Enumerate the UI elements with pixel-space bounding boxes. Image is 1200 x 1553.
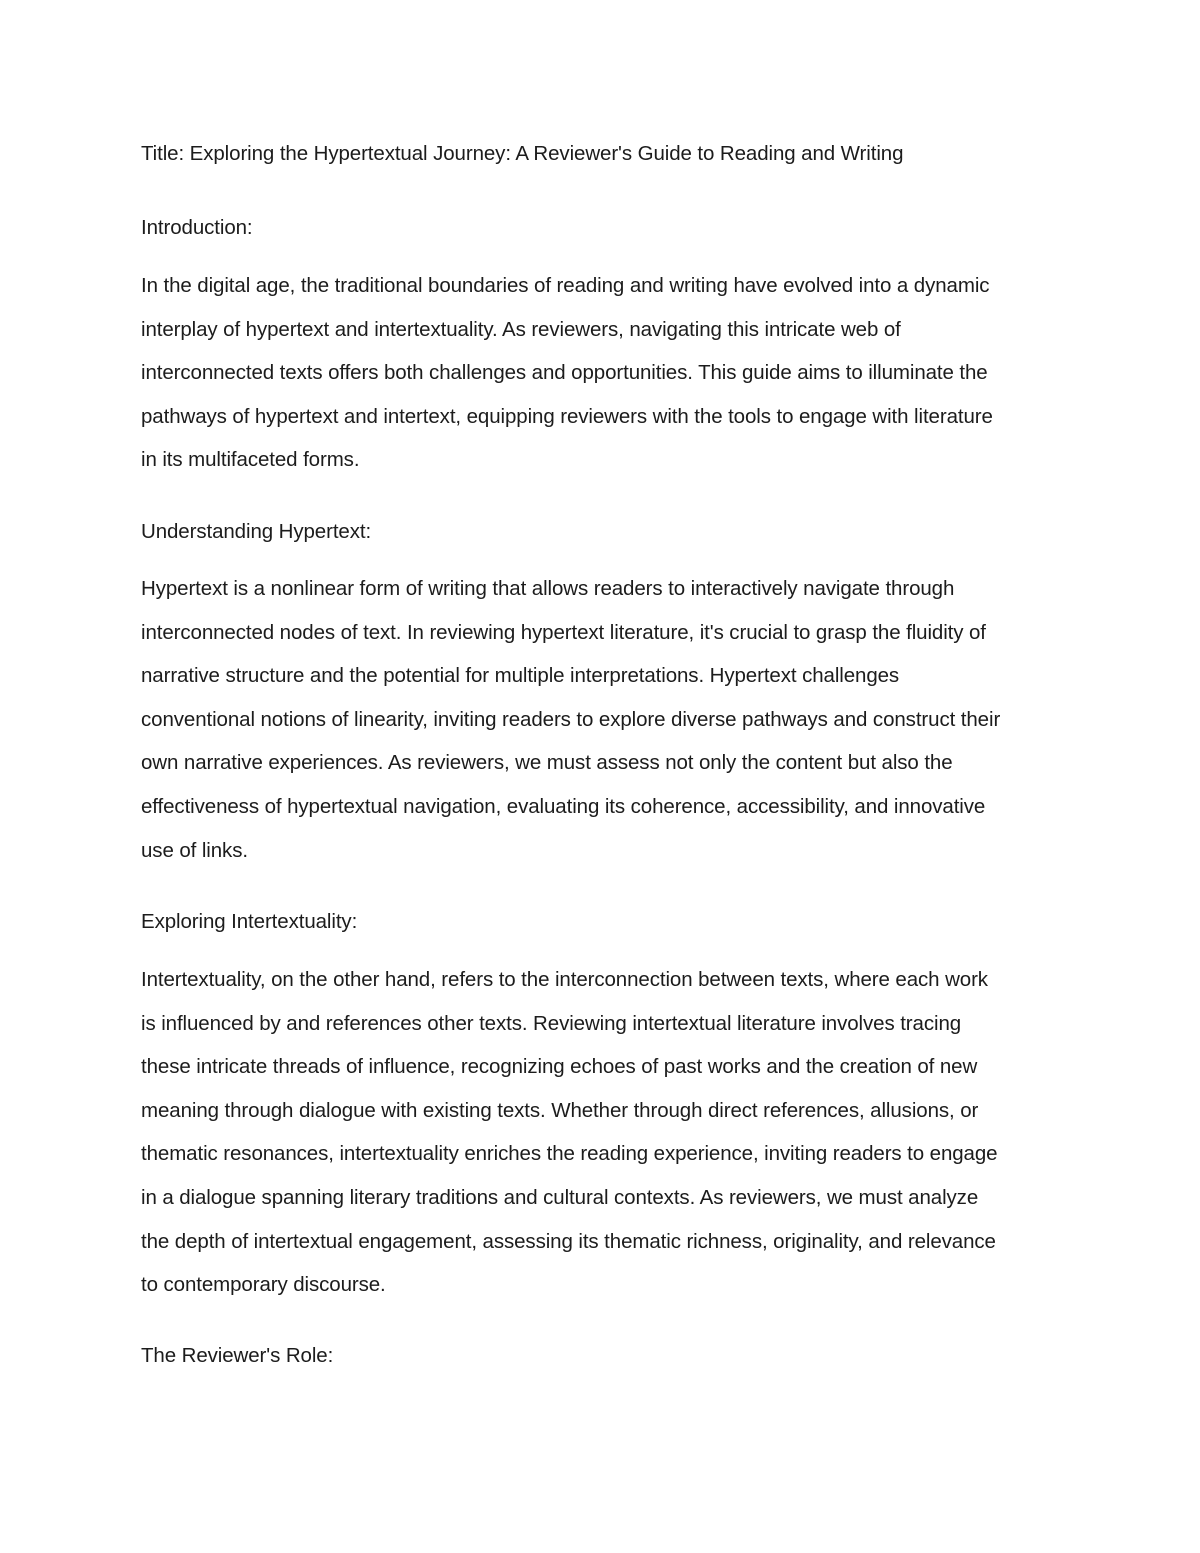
paragraph-line: effectiveness of hypertextual navigation, evaluating its coherence, accessibility, and innovative: [141, 794, 986, 818]
paragraph-line: these intricate threads of influence, recognizing echoes of past works and the creation of new: [141, 1055, 978, 1079]
paragraph-line: narrative structure and the potential for multiple interpretations. Hypertext challenges: [141, 664, 900, 688]
section-heading-exploring-intertextuality: Exploring Intertextuality:: [141, 910, 358, 933]
section-heading-reviewers-role: The Reviewer's Role:: [141, 1344, 334, 1367]
section-heading-introduction: Introduction:: [141, 216, 253, 239]
paragraph-line: use of links.: [141, 838, 248, 862]
document-title: Title: Exploring the Hypertextual Journey: A Reviewer's Guide to Reading and Writing: [141, 142, 904, 165]
paragraph-line: in a dialogue spanning literary traditions and cultural contexts. As reviewers, we must analyze: [141, 1185, 979, 1209]
paragraph-line: in its multifaceted forms.: [141, 448, 360, 472]
paragraph-introduction: [141, 272, 1066, 490]
paragraph-line: Intertextuality, on the other hand, refers to the interconnection between texts, where each work: [141, 968, 988, 991]
paragraph-line: thematic resonances, intertextuality enriches the reading experience, inviting readers to engage: [141, 1142, 998, 1166]
paragraph-line: In the digital age, the traditional boundaries of reading and writing have evolved into a dynamic: [141, 274, 990, 297]
paragraph-line: interplay of hypertext and intertextuality. As reviewers, navigating this intricate web of: [141, 317, 901, 341]
paragraph-line: is influenced by and references other texts. Reviewing intertextual literature involves tracing: [141, 1011, 962, 1035]
paragraph-line: interconnected nodes of text. In reviewing hypertext literature, it's crucial to grasp the fluidity of: [141, 620, 986, 644]
paragraph-understanding-hypertext: [141, 575, 1066, 880]
paragraph-exploring-intertextuality: [141, 966, 1066, 1315]
paragraph-line: conventional notions of linearity, inviting readers to explore diverse pathways and construct their: [141, 707, 1001, 731]
section-heading-understanding-hypertext: Understanding Hypertext:: [141, 520, 372, 543]
paragraph-line: pathways of hypertext and intertext, equipping reviewers with the tools to engage with literature: [141, 404, 993, 428]
paragraph-line: meaning through dialogue with existing texts. Whether through direct references, allusions, or: [141, 1098, 979, 1122]
paragraph-line: to contemporary discourse.: [141, 1273, 386, 1297]
paragraph-line: the depth of intertextual engagement, assessing its thematic richness, originality, and relevance: [141, 1229, 996, 1253]
paragraph-line: Hypertext is a nonlinear form of writing that allows readers to interactively navigate through: [141, 577, 955, 600]
paragraph-line: own narrative experiences. As reviewers, we must assess not only the content but also the: [141, 751, 953, 775]
paragraph-line: interconnected texts offers both challenges and opportunities. This guide aims to illuminate the: [141, 361, 988, 385]
